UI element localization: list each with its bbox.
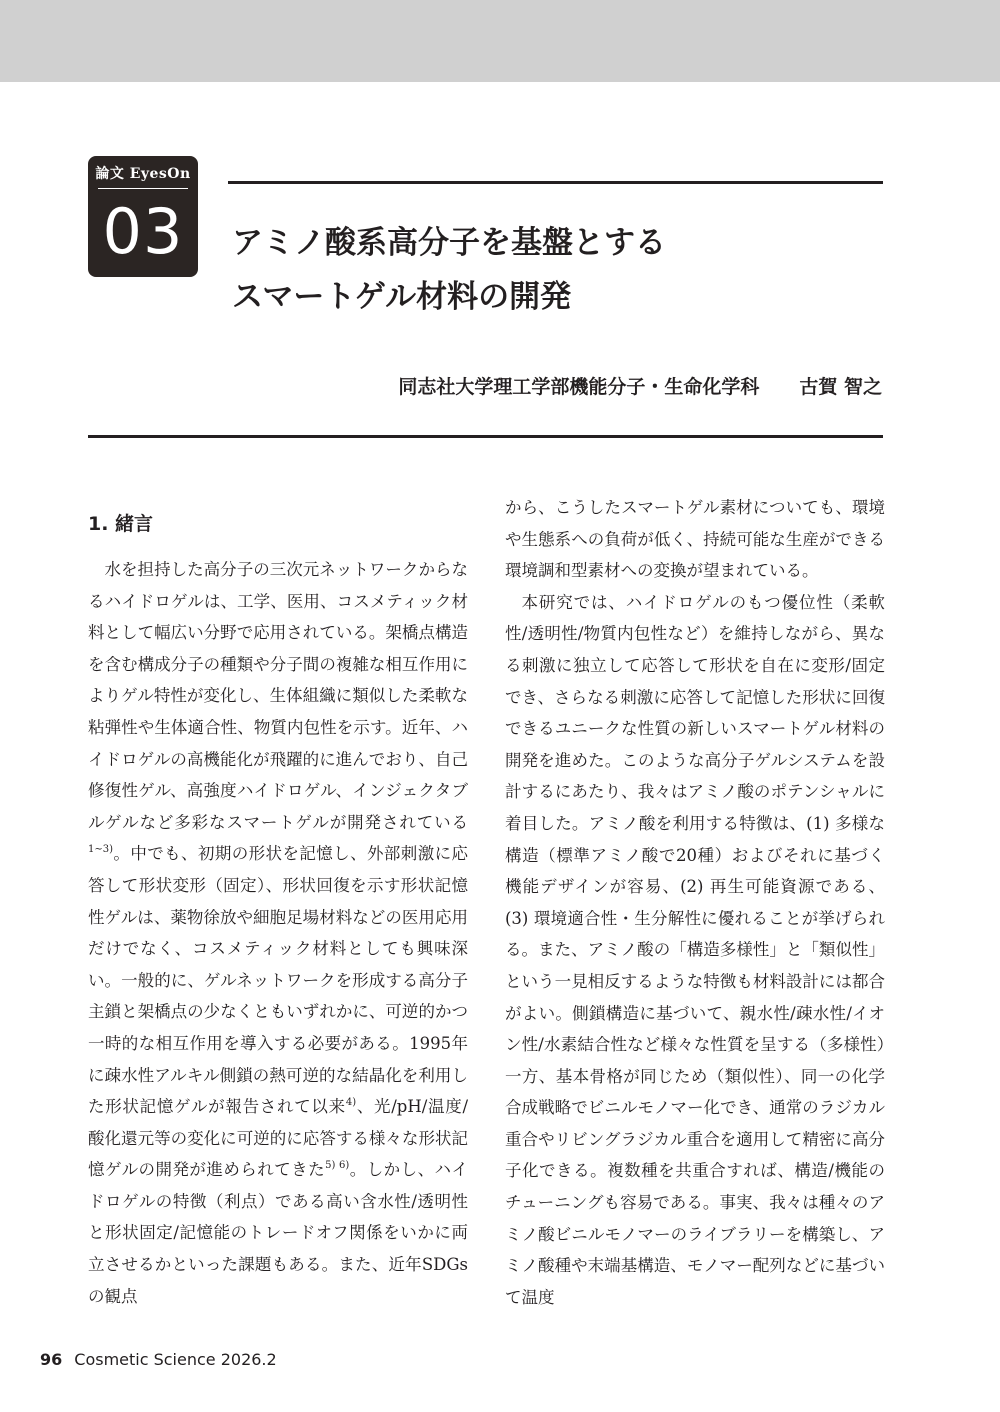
- page-number: 96: [40, 1350, 63, 1369]
- paragraph-continued: から、こうしたスマートゲル素材についても、環境や生態系への負荷が低く、持続可能な生産ができる環境調和型素材への変換が望まれている。: [505, 498, 885, 581]
- series-label: 論文 EyesOn: [95, 166, 191, 182]
- title-rule: [228, 181, 883, 184]
- article-number: 03: [102, 195, 184, 268]
- citation-ref: 5) 6): [325, 1160, 350, 1172]
- citation-ref: 4): [345, 1097, 357, 1109]
- header-rule: [88, 435, 883, 438]
- text-segment: 水を担持した高分子の三次元ネットワークからなるハイドロゲルは、工学、医用、コスメティック材料として幅広い分野で応用されている。架橋点構造を含む構成分子の種類や分子間の複雑な相互作用によりゲル特性が変化し、生体組織に類似した柔軟な粘弾性や生体適合性、物質内包性を示す。近年、ハイドロゲルの高機能化が飛躍的に進んでおり、自己修復性ゲル、高強度ハイドロゲル、インジェクタブルゲルなど多彩なスマートゲルが開発されている: [88, 560, 468, 832]
- series-badge: [88, 156, 198, 277]
- page-footer: [40, 1350, 277, 1369]
- journal-issue: Cosmetic Science 2026.2: [74, 1350, 277, 1369]
- text-segment: 。中でも、初期の形状を記憶し、外部刺激に応答して形状変形（固定）、形状回復を示す形状記憶性ゲルは、薬物徐放や細胞足場材料などの医用応用だけでなく、コスメティック材料としても興味深い。一般的に、ゲルネットワークを形成する高分子主鎖と架橋点の少なくともいずれかに、可逆的かつ一時的な相互作用を導入する必要がある。1995年に疎水性アルキル側鎖の熱可逆的な結晶化を利用した形状記憶ゲルが報告されて以来: [88, 844, 468, 1117]
- right-column: [505, 492, 885, 1313]
- paragraph-intro: [88, 554, 468, 1312]
- citation-ref: 1∼3): [88, 844, 114, 856]
- text-segment: 。しかし、ハイドロゲルの特徴（利点）である高い含水性/透明性と形状固定/記憶能のトレードオフ関係をいかに両立させるかといった課題もある。また、近年SDGsの観点: [88, 1160, 468, 1306]
- top-banner: [0, 0, 1000, 82]
- affiliation: 同志社大学理工学部機能分子・生命化学科: [398, 376, 760, 398]
- text-segment: 、光/pH/温度/酸化還元等の変化に可逆的に応答する様々な形状記憶ゲルの開発が進められてきた: [88, 1097, 469, 1180]
- byline: [398, 372, 882, 399]
- author-name: 古賀 智之: [799, 376, 882, 398]
- title-line-2: スマートゲル材料の開発: [232, 279, 572, 315]
- title-line-1: アミノ酸系高分子を基盤とする: [232, 225, 666, 261]
- paragraph-research: 本研究では、ハイドロゲルのもつ優位性（柔軟性/透明性/物質内包性など）を維持しながら、異なる刺激に独立して応答して形状を自在に変形/固定でき、さらなる刺激に応答して記憶した形状に回復できるユニークな性質の新しいスマートゲル材料の開発を進めた。このような高分子ゲルシステムを設計するにあたり、我々はアミノ酸のポテンシャルに着目した。アミノ酸を利用する特徴は、(1) 多様な構造（標準アミノ酸で20種）およびそれに基づく機能デザインが容易、(2) 再生可能資源である、(3) 環境適合性・生分解性に優れることが挙げられる。また、アミノ酸の「構造多様性」と「類似性」という一見相反するような特徴も材料設計には都合がよい。側鎖構造に基づいて、親水性/疎水性/イオン性/水素結合性など様々な性質を呈する（多様性）一方、基本骨格が同じため（類似性）、同一の化学合成戦略でビニルモノマー化でき、通常のラジカル重合やリビングラジカル重合を適用して精密に高分子化できる。複数種を共重合すれば、構造/機能のチューニングも容易である。事実、我々は種々のアミノ酸ビニルモノマーのライブラリーを構築し、アミノ酸種や末端基構造、モノマー配列などに基づいて温度: [505, 592, 885, 1307]
- section-heading: 1. 緒言: [88, 513, 154, 535]
- badge-divider: [98, 188, 188, 189]
- article-title: [232, 216, 882, 324]
- left-column: [88, 508, 468, 1312]
